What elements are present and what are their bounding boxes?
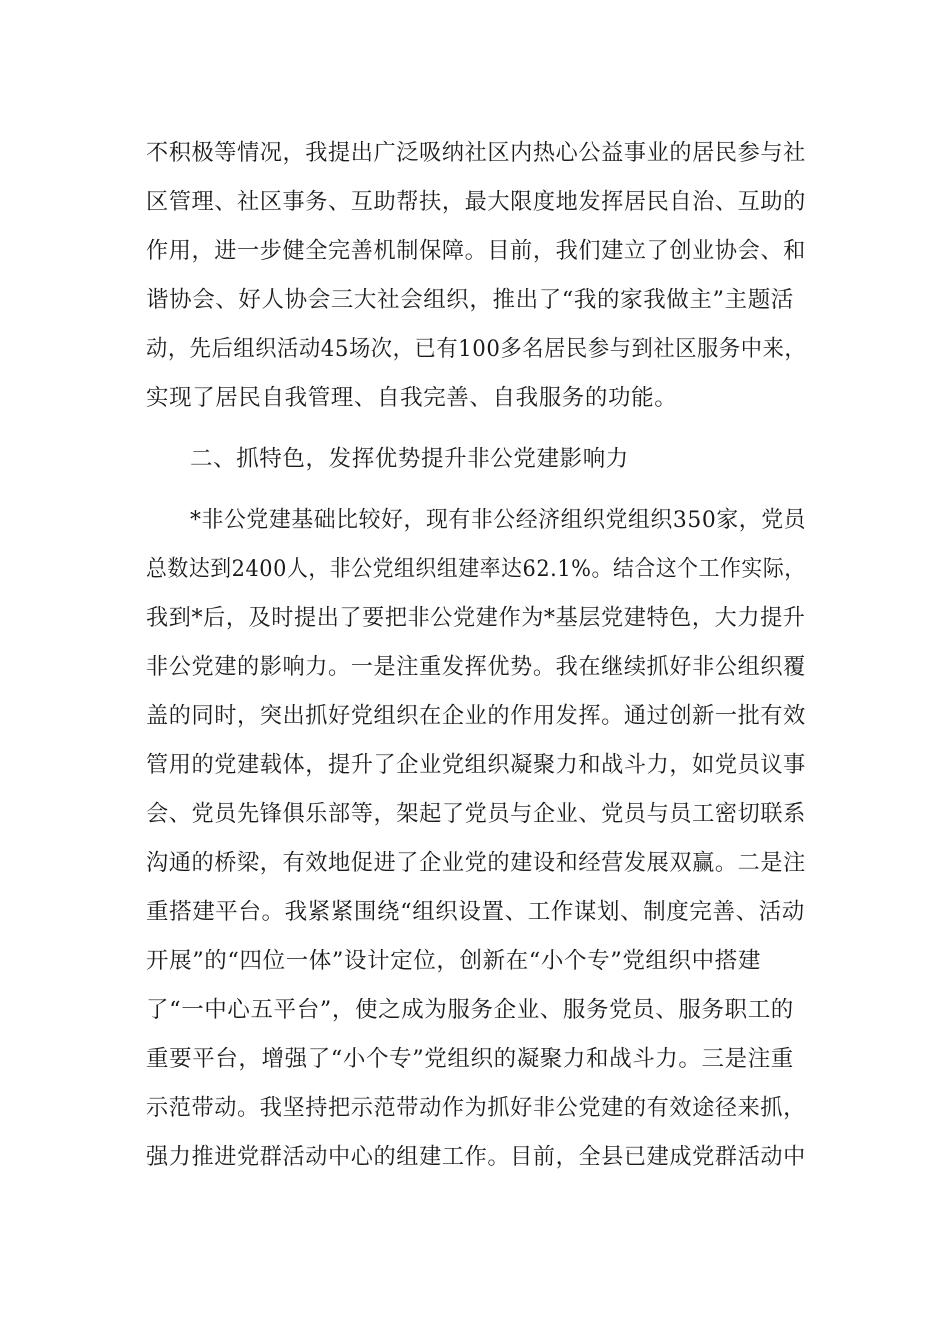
paragraph-line: 了“一中心五平台”，使之成为服务企业、服务党员、服务职工的: [146, 997, 794, 1023]
paragraph-line: 示范带动。我坚持把示范带动作为抓好非公党建的有效途径来抓，: [146, 1095, 806, 1121]
paragraph-line: 作用，进一步健全完善机制保障。目前，我们建立了创业协会、和: [146, 238, 806, 264]
paragraph-line: 开展”的“四位一体”设计定位，创新在“小个专”党组织中搭建: [146, 948, 761, 974]
paragraph-line: 总数达到2400人，非公党组织组建率达62.1%。结合这个工作实际，: [146, 556, 806, 582]
paragraph-line: 重搭建平台。我紧紧围绕“组织设置、工作谋划、制度完善、活动: [146, 899, 805, 925]
paragraph-line: *非公党建基础比较好，现有非公经济组织党组织350家，党员: [190, 507, 807, 533]
paragraph-line: 重要平台，增强了“小个专”党组织的凝聚力和战斗力。三是注重: [146, 1046, 794, 1072]
paragraph-line: 非公党建的影响力。一是注重发挥优势。我在继续抓好非公组织覆: [146, 654, 806, 680]
paragraph-line: 区管理、社区事务、互助帮扶，最大限度地发挥居民自治、互助的: [146, 189, 806, 215]
paragraph-line: 会、党员先锋俱乐部等，架起了党员与企业、党员与员工密切联系: [146, 801, 806, 827]
paragraph-line: 强力推进党群活动中心的组建工作。目前，全县已建成党群活动中: [146, 1144, 806, 1170]
paragraph-line: 我到*后，及时提出了要把非公党建作为*基层党建特色，大力提升: [146, 605, 806, 631]
paragraph-line: 不积极等情况，我提出广泛吸纳社区内热心公益事业的居民参与社: [146, 140, 806, 166]
paragraph-line: 谐协会、好人协会三大社会组织，推出了“我的家我做主”主题活: [146, 287, 794, 313]
section-heading: 二、抓特色，发挥优势提升非公党建影响力: [190, 446, 629, 472]
paragraph-line: 管用的党建载体，提升了企业党组织凝聚力和战斗力，如党员议事: [146, 752, 806, 778]
paragraph-line: 动，先后组织活动45场次，已有100多名居民参与到社区服务中来，: [146, 336, 807, 362]
paragraph-line: 实现了居民自我管理、自我完善、自我服务的功能。: [146, 385, 678, 411]
paragraph-line: 盖的同时，突出抓好党组织在企业的作用发挥。通过创新一批有效: [146, 703, 806, 729]
paragraph-line: 沟通的桥梁，有效地促进了企业党的建设和经营发展双赢。二是注: [146, 850, 806, 876]
